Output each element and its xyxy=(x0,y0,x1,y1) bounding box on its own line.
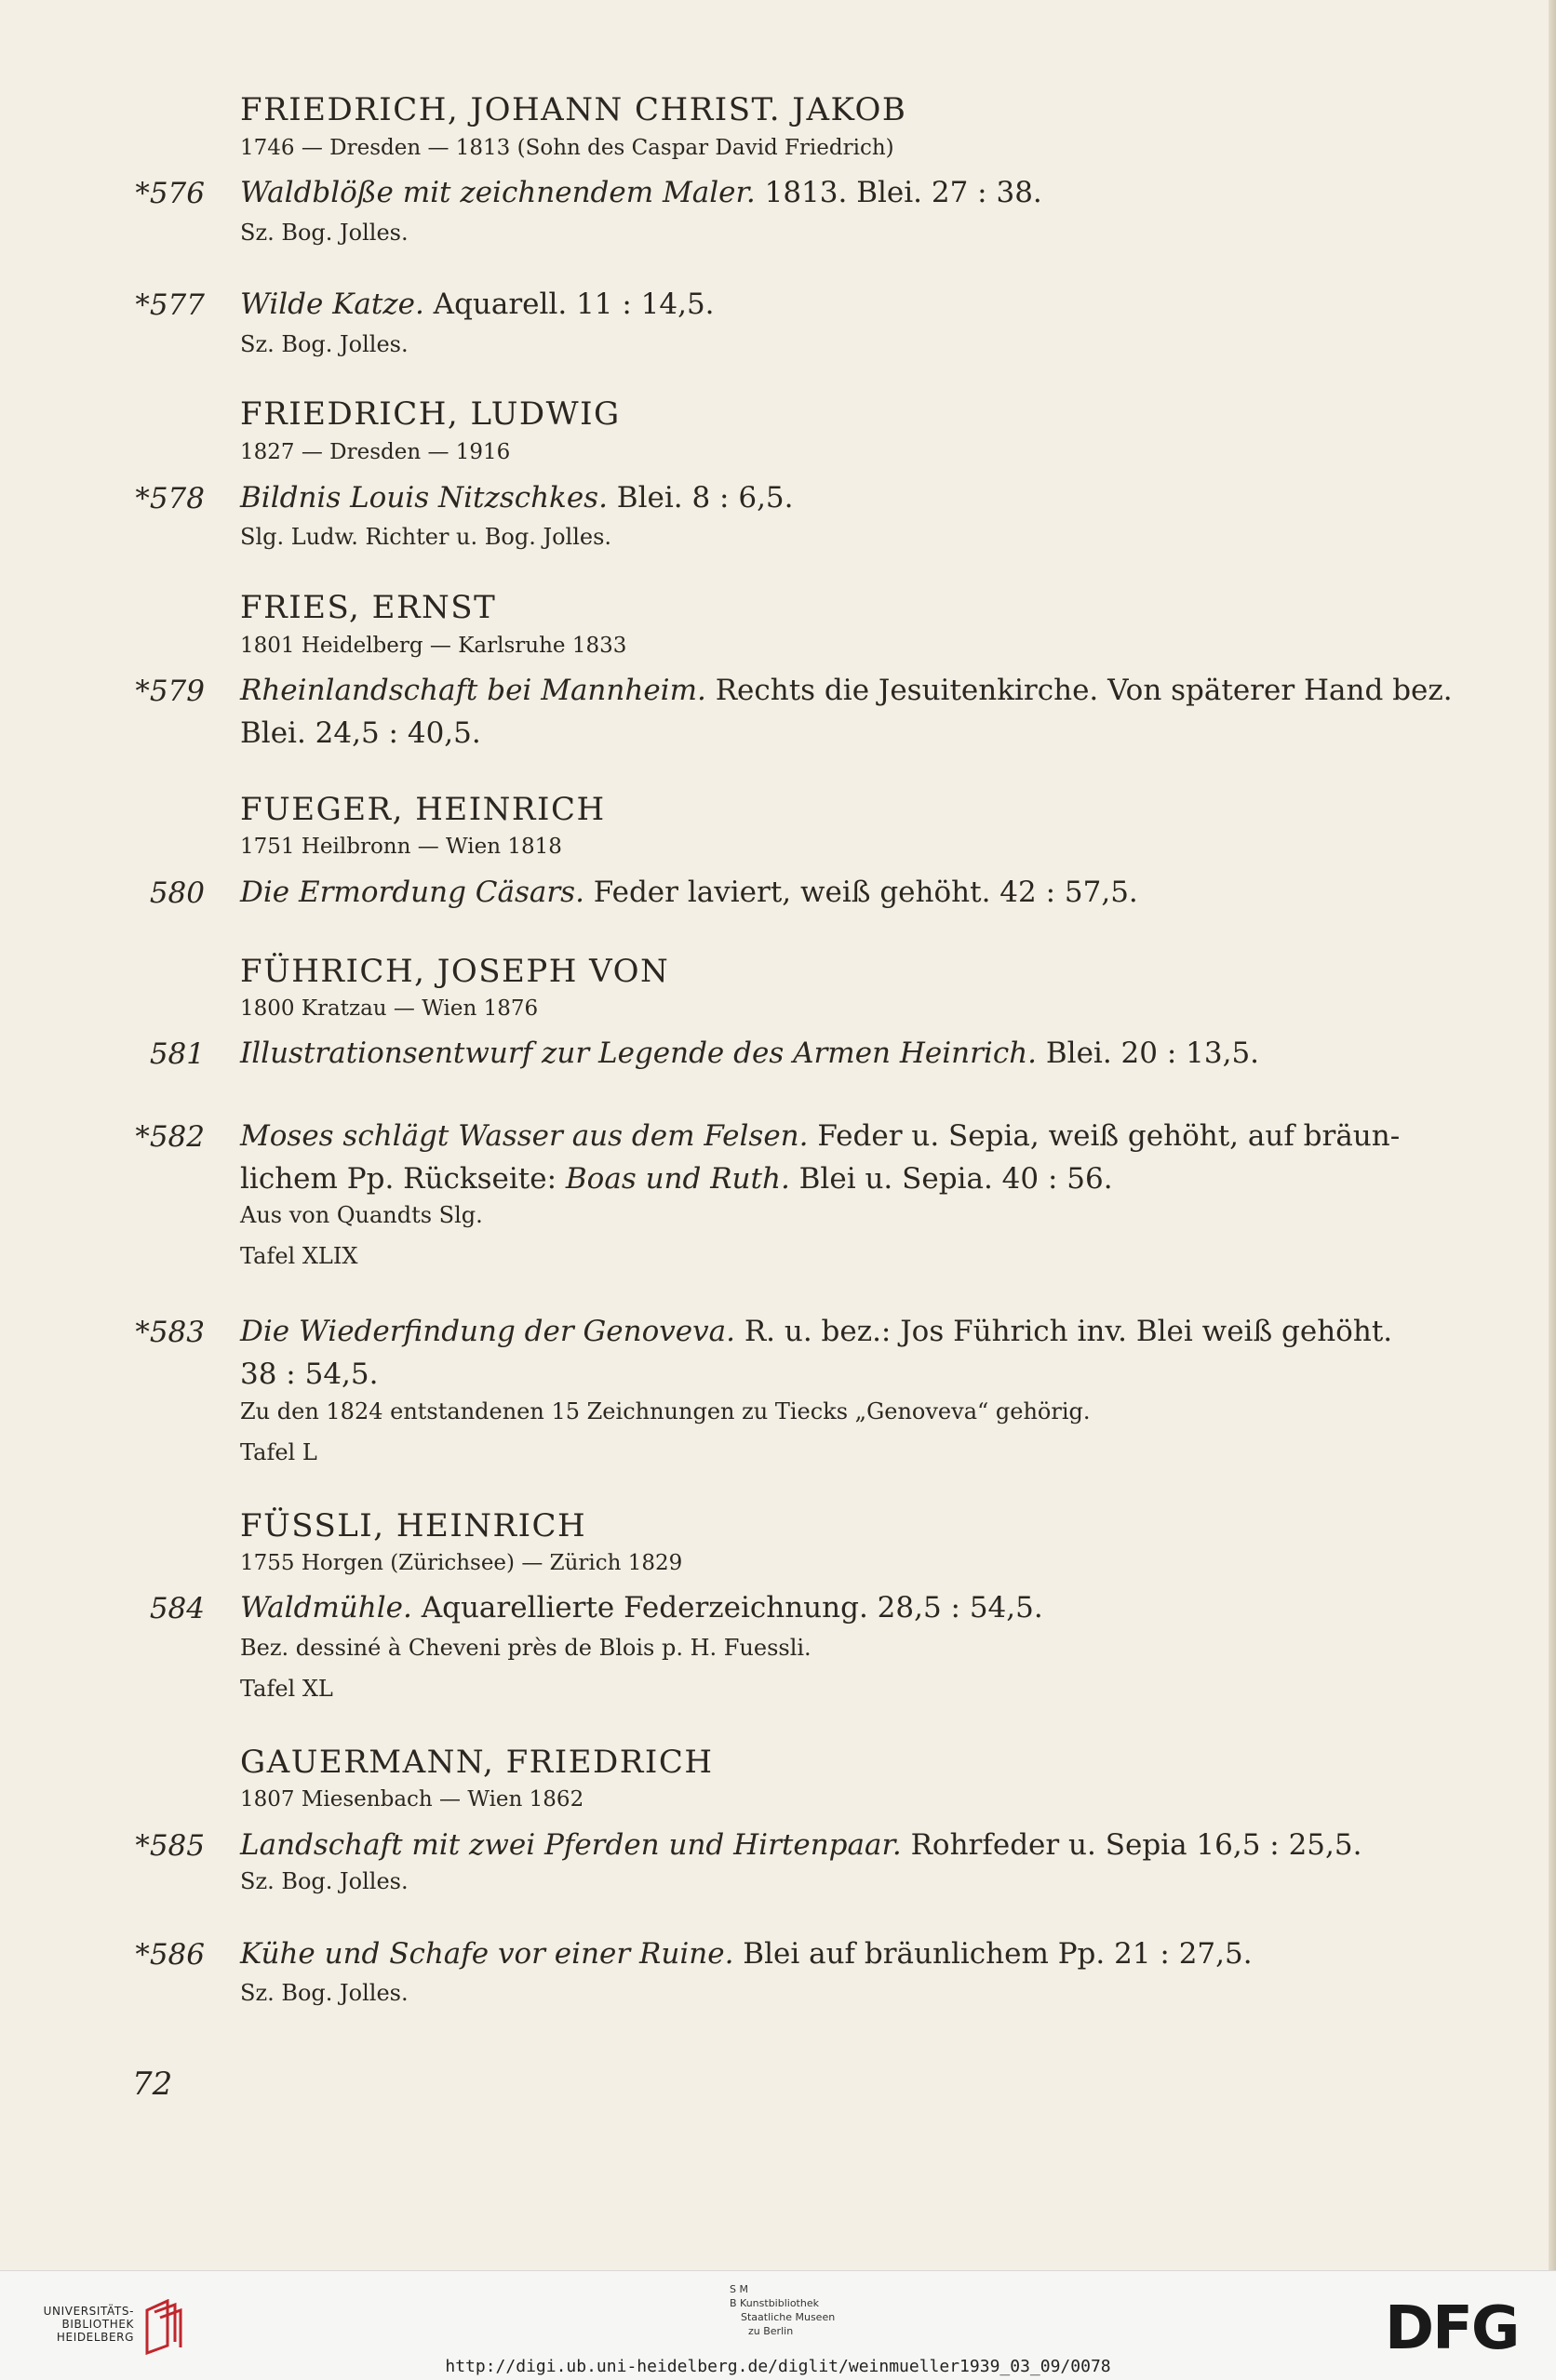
digitization-footer xyxy=(0,2270,1556,2380)
lot-title-italic: Landschaft mit zwei Pferden und Hirtenpaar. xyxy=(240,1828,902,1862)
lot-title-line2: 38 : 54,5. xyxy=(240,1357,379,1391)
lot-inscription: Bez. dessiné à Cheveni près de Blois p. H. Fuessli. xyxy=(240,1635,812,1661)
lot-number: *578 xyxy=(135,482,205,515)
lot-title-italic: Illustrationsentwurf zur Legende des Armen Heinrich. xyxy=(240,1036,1038,1070)
lot-title-rest: Rechts die Jesuitenkirche. Von späterer Hand bez. xyxy=(705,674,1453,707)
lot-number: *582 xyxy=(135,1120,205,1154)
lot-title xyxy=(240,669,1468,755)
ub-line: UNIVERSITÄTS- xyxy=(43,2305,134,2318)
lot-title-line2-italic: Boas und Ruth. xyxy=(565,1162,790,1196)
lot-title xyxy=(240,1032,1468,1075)
ub-heidelberg-logo[interactable] xyxy=(22,2299,190,2355)
lot-title-italic: Waldblöße mit zeichnendem Maler. xyxy=(240,176,756,209)
lot-title-rest: Aquarell. 11 : 14,5. xyxy=(423,287,715,321)
artist-name: FUEGER, HEINRICH xyxy=(240,791,606,828)
lot-title xyxy=(240,171,1468,214)
smb-kunstbibliothek-logo xyxy=(730,2282,879,2338)
lot-title xyxy=(240,1115,1468,1200)
smb-line: Staatliche Museen xyxy=(741,2311,836,2323)
smb-line: zu Berlin xyxy=(748,2325,794,2337)
artist-life-dates: 1827 — Dresden — 1916 xyxy=(240,440,511,464)
lot-title-italic: Bildnis Louis Nitzschkes. xyxy=(240,481,608,515)
lot-title-rest: Blei auf bräunlichem Pp. 21 : 27,5. xyxy=(733,1937,1253,1971)
lot-number: *576 xyxy=(135,177,205,210)
lot-provenance: Sz. Bog. Jolles. xyxy=(240,331,409,357)
lot-plate: Tafel L xyxy=(240,1439,317,1465)
lot-title-rest: R. u. bez.: Jos Führich inv. Blei weiß gehöht. xyxy=(734,1315,1393,1348)
lot-plate: Tafel XL xyxy=(240,1676,333,1702)
lot-title xyxy=(240,283,1468,326)
lot-number: *577 xyxy=(135,288,205,322)
lot-title-rest: Feder u. Sepia, weiß gehöht, auf bräun- xyxy=(808,1119,1401,1153)
lot-title-rest: Aquarellierte Federzeichnung. 28,5 : 54,5. xyxy=(411,1591,1043,1625)
smb-line: S M xyxy=(730,2283,748,2295)
artist-name: FRIEDRICH, LUDWIG xyxy=(240,395,621,433)
lot-title-italic: Rheinlandschaft bei Mannheim. xyxy=(240,674,706,707)
lot-provenance: Zu den 1824 entstandenen 15 Zeichnungen zu Tiecks „Genoveva“ gehörig. xyxy=(240,1398,1091,1424)
lot-title-rest: Rohrfeder u. Sepia 16,5 : 25,5. xyxy=(901,1828,1362,1862)
lot-number: 584 xyxy=(149,1592,205,1625)
ub-heidelberg-wordmark xyxy=(22,2305,134,2344)
artist-name: FÜSSLI, HEINRICH xyxy=(240,1507,587,1544)
lot-title-italic: Moses schlägt Wasser aus dem Felsen. xyxy=(240,1119,809,1153)
lot-title-line2-pre: lichem Pp. Rückseite: xyxy=(240,1162,566,1196)
artist-name: GAUERMANN, FRIEDRICH xyxy=(240,1744,714,1781)
artist-life-dates: 1751 Heilbronn — Wien 1818 xyxy=(240,835,562,859)
lot-title xyxy=(240,1310,1468,1396)
ub-line: HEIDELBERG xyxy=(56,2331,134,2344)
lot-plate: Tafel XLIX xyxy=(240,1243,358,1269)
artist-name: FRIES, ERNST xyxy=(240,589,497,626)
lot-title-italic: Kühe und Schafe vor einer Ruine. xyxy=(240,1937,734,1971)
dfg-logo[interactable]: DFG xyxy=(1385,2294,1519,2363)
artist-life-dates: 1755 Horgen (Zürichsee) — Zürich 1829 xyxy=(240,1551,683,1575)
lot-title xyxy=(240,871,1468,914)
permalink-url[interactable]: http://digi.ub.uni-heidelberg.de/diglit/weinmueller1939_03_09/0078 xyxy=(445,2357,1111,2376)
lot-title-rest: 1813. Blei. 27 : 38. xyxy=(755,176,1042,209)
lot-title-italic: Wilde Katze. xyxy=(240,287,424,321)
lot-title-italic: Die Wiederfindung der Genoveva. xyxy=(240,1315,735,1348)
smb-line: B Kunstbibliothek xyxy=(730,2297,819,2309)
artist-name: FRIEDRICH, JOHANN CHRIST. JAKOB xyxy=(240,91,907,128)
lot-provenance: Sz. Bog. Jolles. xyxy=(240,1980,409,2006)
lot-provenance: Sz. Bog. Jolles. xyxy=(240,1868,409,1894)
lot-number: 581 xyxy=(149,1037,205,1071)
lot-title xyxy=(240,1932,1468,1975)
lot-title-italic: Die Ermordung Cäsars. xyxy=(240,876,584,909)
artist-life-dates: 1801 Heidelberg — Karlsruhe 1833 xyxy=(240,634,627,658)
lot-title xyxy=(240,476,1468,519)
lot-title-rest: Blei. 8 : 6,5. xyxy=(607,481,794,515)
page-number: 72 xyxy=(132,2066,173,2103)
lot-title xyxy=(240,1586,1468,1629)
artist-life-dates: 1800 Kratzau — Wien 1876 xyxy=(240,996,539,1021)
lot-provenance: Aus von Quandts Slg. xyxy=(240,1202,483,1228)
lot-title xyxy=(240,1824,1468,1866)
ub-line: BIBLIOTHEK xyxy=(61,2318,134,2331)
lot-provenance: Sz. Bog. Jolles. xyxy=(240,220,409,246)
lot-provenance: Slg. Ludw. Richter u. Bog. Jolles. xyxy=(240,524,612,550)
lot-title-line2-post: Blei u. Sepia. 40 : 56. xyxy=(789,1162,1113,1196)
lot-title-rest: Feder laviert, weiß gehöht. 42 : 57,5. xyxy=(584,876,1138,909)
lot-number: *585 xyxy=(135,1829,205,1863)
lot-title-italic: Waldmühle. xyxy=(240,1591,412,1625)
lot-number: *586 xyxy=(135,1938,205,1972)
artist-life-dates: 1807 Miesenbach — Wien 1862 xyxy=(240,1787,584,1812)
lot-title-line2: Blei. 24,5 : 40,5. xyxy=(240,716,481,750)
lot-number: *579 xyxy=(135,675,205,708)
artist-life-dates: 1746 — Dresden — 1813 (Sohn des Caspar David Friedrich) xyxy=(240,136,894,160)
ub-emblem-icon xyxy=(140,2299,186,2355)
lot-number: *583 xyxy=(135,1316,205,1349)
lot-number: 580 xyxy=(149,876,205,910)
artist-name: FÜHRICH, JOSEPH VON xyxy=(240,953,670,990)
lot-title-rest: Blei. 20 : 13,5. xyxy=(1037,1036,1260,1070)
